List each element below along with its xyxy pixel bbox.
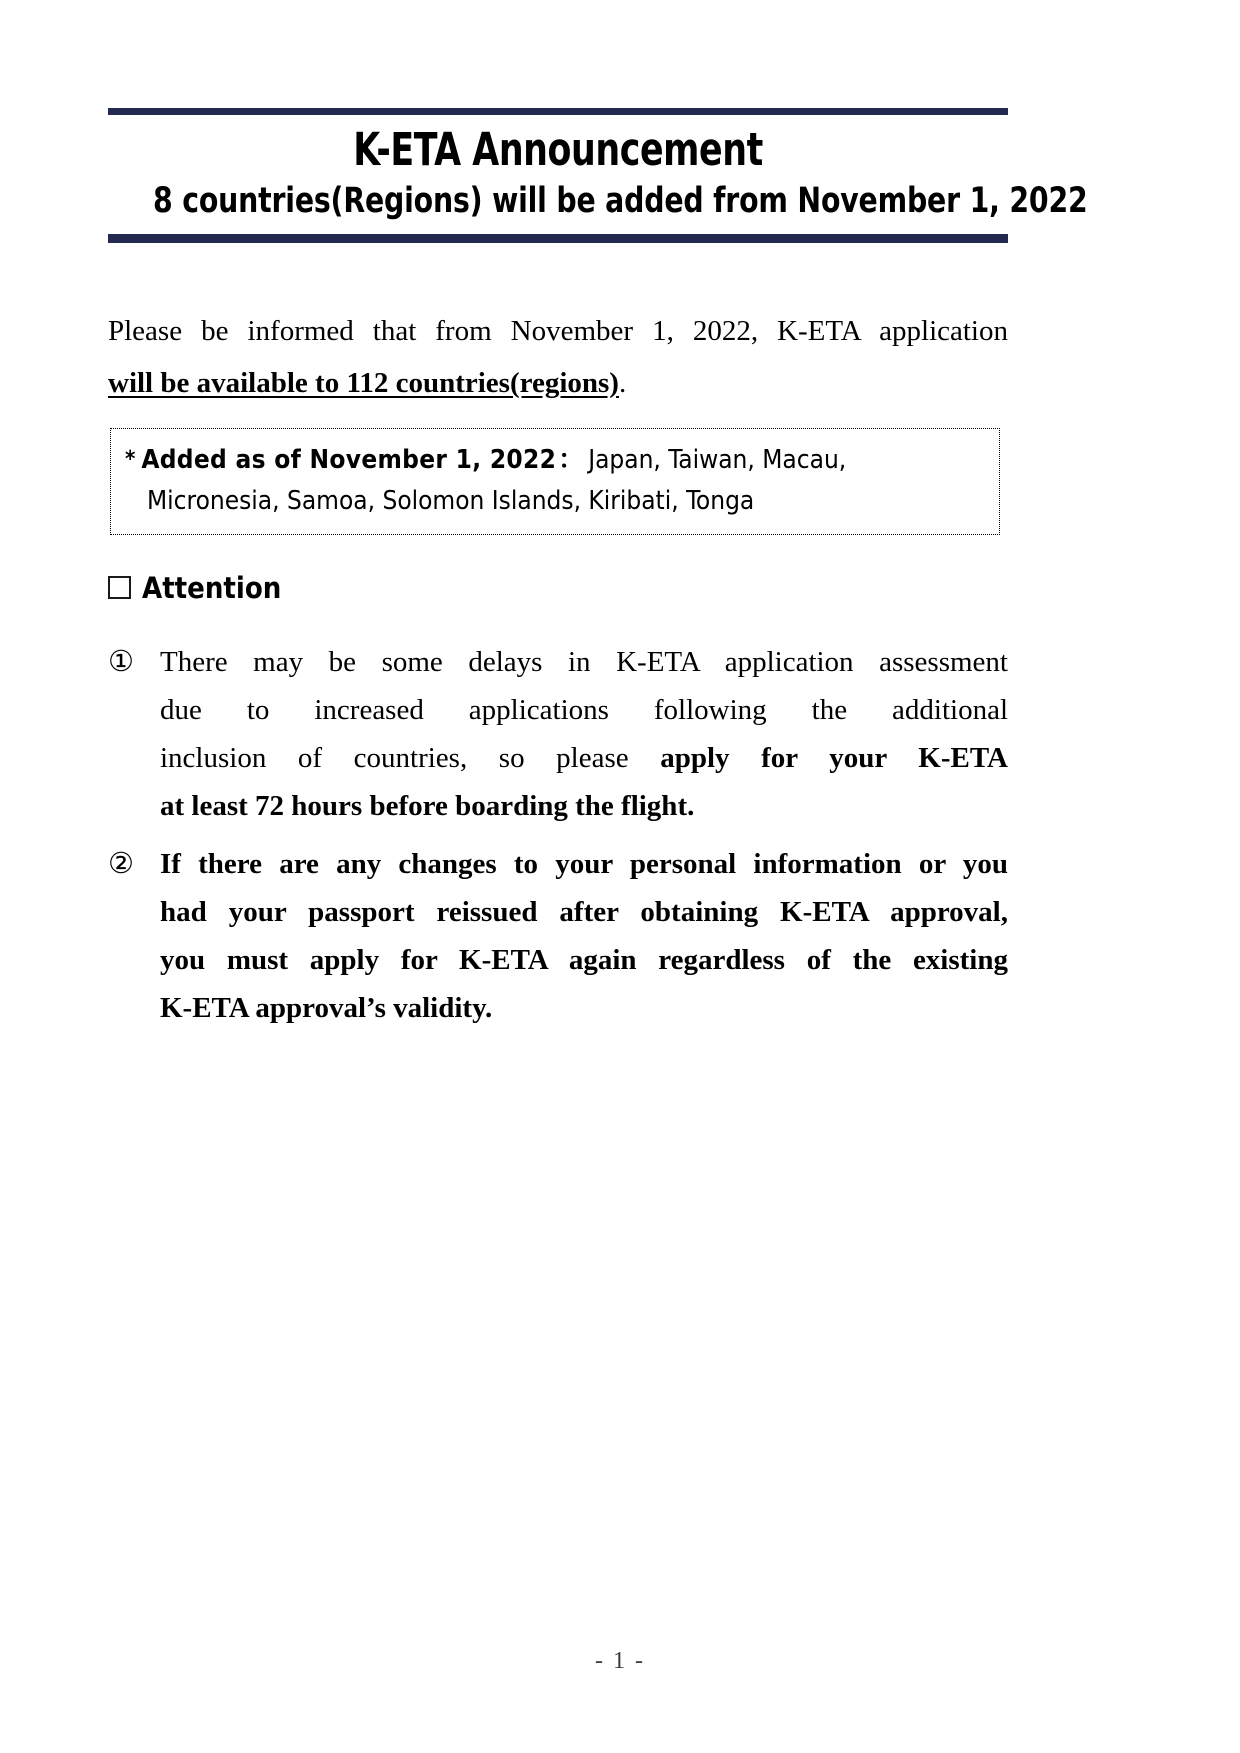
empty-square-icon <box>108 576 131 599</box>
page-number: - 1 - <box>595 1648 645 1674</box>
item-2-line-1: If there are any changes to your personal information or you <box>160 848 1008 880</box>
added-countries-first: Japan, Taiwan, Macau, <box>588 445 847 475</box>
item-1-marker: ① <box>108 646 134 678</box>
intro-paragraph <box>108 305 1008 409</box>
page-title: K-ETA Announcement <box>353 123 763 176</box>
item-2-line-3: you must apply for K-ETA again regardless of the existing <box>160 944 1008 976</box>
attention-heading <box>108 570 281 606</box>
item-1-line-2: due to increased applications following the additional <box>160 694 1008 726</box>
header-rule-bottom-wrap <box>108 223 1008 243</box>
added-countries-line-1 <box>125 439 987 481</box>
added-countries-box <box>110 428 1000 535</box>
item-2-line-4: K-ETA approval’s validity. <box>160 992 493 1024</box>
added-countries-line-2: Micronesia, Samoa, Solomon Islands, Kiribati, Tonga <box>147 486 755 516</box>
intro-emphasis: will be available to 112 countries(regions) <box>108 367 619 399</box>
header-rule-top <box>108 108 1008 115</box>
item-1-line-4: at least 72 hours before boarding the flight. <box>160 790 695 822</box>
item-1-line-3 <box>160 734 1008 782</box>
item-1-line-3-bold: apply for your K-ETA <box>660 742 1008 774</box>
added-colon: ： <box>558 445 585 475</box>
intro-line-2 <box>108 357 1008 409</box>
intro-line-1: Please be informed that from November 1, 2022, K-ETA application <box>108 315 1008 347</box>
item-2-body <box>160 840 1008 1032</box>
item-1-body <box>160 638 1008 830</box>
page-subtitle: 8 countries(Regions) will be added from November 1, 2022 <box>153 181 1088 221</box>
asterisk-icon: * <box>125 447 136 472</box>
header-rule-bottom <box>108 234 1008 243</box>
item-1-line-1: There may be some delays in K-ETA application assessment <box>160 646 1008 678</box>
item-2-marker: ② <box>108 848 134 880</box>
attention-item-1 <box>108 638 1008 830</box>
intro-period: . <box>618 367 627 399</box>
attention-label: Attention <box>142 571 282 605</box>
document-header <box>108 108 1088 243</box>
item-2-line-2: had your passport reissued after obtaining K-ETA approval, <box>160 896 1008 928</box>
title-area <box>108 115 1088 223</box>
attention-item-2 <box>108 840 1008 1032</box>
item-1-line-3-normal: inclusion of countries, so please <box>160 742 661 774</box>
added-label: Added as of November 1, 2022 <box>141 445 557 475</box>
